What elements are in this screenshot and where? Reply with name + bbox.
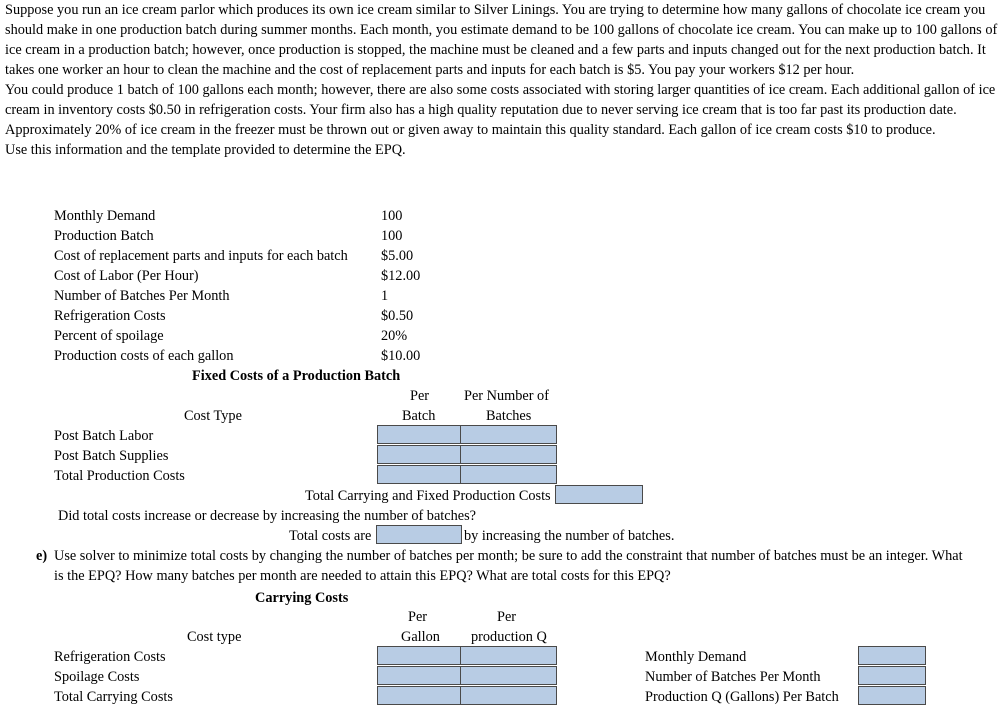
intro-paragraph-2: You could produce 1 batch of 100 gallons each month; however, there are also some costs associated with storing larger quantities of ice cream. Each additional gallon of ice cream in inventory costs $0.50 in refrigeration costs. Your firm also has a high quality reputation due to never serving ice cream that is too far past its production date. Approximately 20% of ice cream in the freezer must be thrown out or given away to maintain this quality standard. Each gallon of ice cream costs $10 to produce.: [5, 82, 996, 138]
input-label: Number of Batches Per Month: [54, 288, 230, 304]
col-header-per-q-2: production Q: [471, 629, 547, 645]
intro-paragraph-3: Use this information and the template provided to determine the EPQ.: [5, 142, 406, 158]
part-e-marker: e): [36, 548, 48, 564]
col-header-per-q-1: Per: [497, 609, 517, 625]
post-batch-labor-label: Post Batch Labor: [54, 428, 154, 444]
input-value[interactable]: $12.00: [381, 268, 421, 284]
supplies-per-batch-cell[interactable]: [377, 445, 461, 464]
col-header-per-batch-1: Per: [410, 388, 430, 404]
problem-statement: [5, 0, 1000, 160]
total-production-per-batch-cell[interactable]: [377, 465, 461, 484]
spoilage-per-gallon-cell[interactable]: [377, 666, 461, 685]
input-value[interactable]: 100: [381, 228, 403, 244]
input-label: Production costs of each gallon: [54, 348, 234, 364]
post-batch-supplies-label: Post Batch Supplies: [54, 448, 169, 464]
total-carrying-fixed-cell[interactable]: [555, 485, 643, 504]
col-header-per-gallon-2: Gallon: [401, 629, 440, 645]
side-production-q-label: Production Q (Gallons) Per Batch: [645, 689, 839, 705]
input-label: Production Batch: [54, 228, 154, 244]
answer-suffix: by increasing the number of batches.: [464, 528, 675, 544]
fixed-costs-title: Fixed Costs of a Production Batch: [192, 368, 401, 384]
input-label: Refrigeration Costs: [54, 308, 166, 324]
side-batches-per-month-label: Number of Batches Per Month: [645, 669, 821, 685]
input-label: Monthly Demand: [54, 208, 156, 224]
refrigeration-per-gallon-cell[interactable]: [377, 646, 461, 665]
total-costs-question: Did total costs increase or decrease by increasing the number of batches?: [58, 508, 477, 524]
increase-decrease-answer-cell[interactable]: [376, 525, 462, 544]
input-value[interactable]: 20%: [381, 328, 408, 344]
side-monthly-demand-label: Monthly Demand: [645, 649, 747, 665]
carrying-costs-title: Carrying Costs: [255, 590, 349, 606]
side-production-q-cell[interactable]: [858, 686, 926, 705]
side-batches-per-month-cell[interactable]: [858, 666, 926, 685]
spoilage-per-q-cell[interactable]: [460, 666, 557, 685]
supplies-per-batches-cell[interactable]: [460, 445, 557, 464]
total-carrying-fixed-label: Total Carrying and Fixed Production Costs: [305, 488, 551, 504]
input-label: Cost of replacement parts and inputs for each batch: [54, 248, 348, 264]
spoilage-costs-label: Spoilage Costs: [54, 669, 140, 685]
part-e-line-1: Use solver to minimize total costs by changing the number of batches per month; be sure to add the constraint that number of batches must be an integer. What: [54, 548, 963, 564]
col-header-per-batch-2: Batch: [402, 408, 436, 424]
intro-paragraph-1: Suppose you run an ice cream parlor which produces its own ice cream similar to Silver Linings. You are trying to determine how many gallons of chocolate ice cream you should make in one production batch during summer months. Each month, you estimate demand to be 100 gallons of chocolate ice cream. You can make up to 100 gallons of ice cream in a production batch; however, once production is stopped, the machine must be cleaned and a few parts and inputs changed out for the next production batch. It takes one worker an hour to clean the machine and the cost of replacement parts and inputs for each batch is $5. You pay your workers $12 per hour.: [5, 2, 998, 78]
refrigeration-per-q-cell[interactable]: [460, 646, 557, 665]
total-production-costs-label: Total Production Costs: [54, 468, 185, 484]
input-label: Percent of spoilage: [54, 328, 164, 344]
total-carrying-costs-label: Total Carrying Costs: [54, 689, 173, 705]
refrigeration-costs-label: Refrigeration Costs: [54, 649, 166, 665]
part-e-line-2: is the EPQ? How many batches per month are needed to attain this EPQ? What are total costs for this EPQ?: [54, 568, 671, 584]
col-header-per-gallon-1: Per: [408, 609, 428, 625]
input-value[interactable]: 1: [381, 288, 389, 304]
col-header-per-number-1: Per Number of: [464, 388, 549, 404]
cost-type-header: Cost Type: [184, 408, 242, 424]
total-carrying-per-gallon-cell[interactable]: [377, 686, 461, 705]
total-production-per-batches-cell[interactable]: [460, 465, 557, 484]
carrying-cost-type-header: Cost type: [187, 629, 242, 645]
input-value[interactable]: $5.00: [381, 248, 414, 264]
labor-per-batches-cell[interactable]: [460, 425, 557, 444]
labor-per-batch-cell[interactable]: [377, 425, 461, 444]
col-header-per-number-2: Batches: [486, 408, 532, 424]
side-monthly-demand-cell[interactable]: [858, 646, 926, 665]
input-label: Cost of Labor (Per Hour): [54, 268, 199, 284]
input-value[interactable]: 100: [381, 208, 403, 224]
total-carrying-per-q-cell[interactable]: [460, 686, 557, 705]
input-value[interactable]: $0.50: [381, 308, 414, 324]
input-value[interactable]: $10.00: [381, 348, 421, 364]
answer-prefix: Total costs are: [289, 528, 372, 544]
